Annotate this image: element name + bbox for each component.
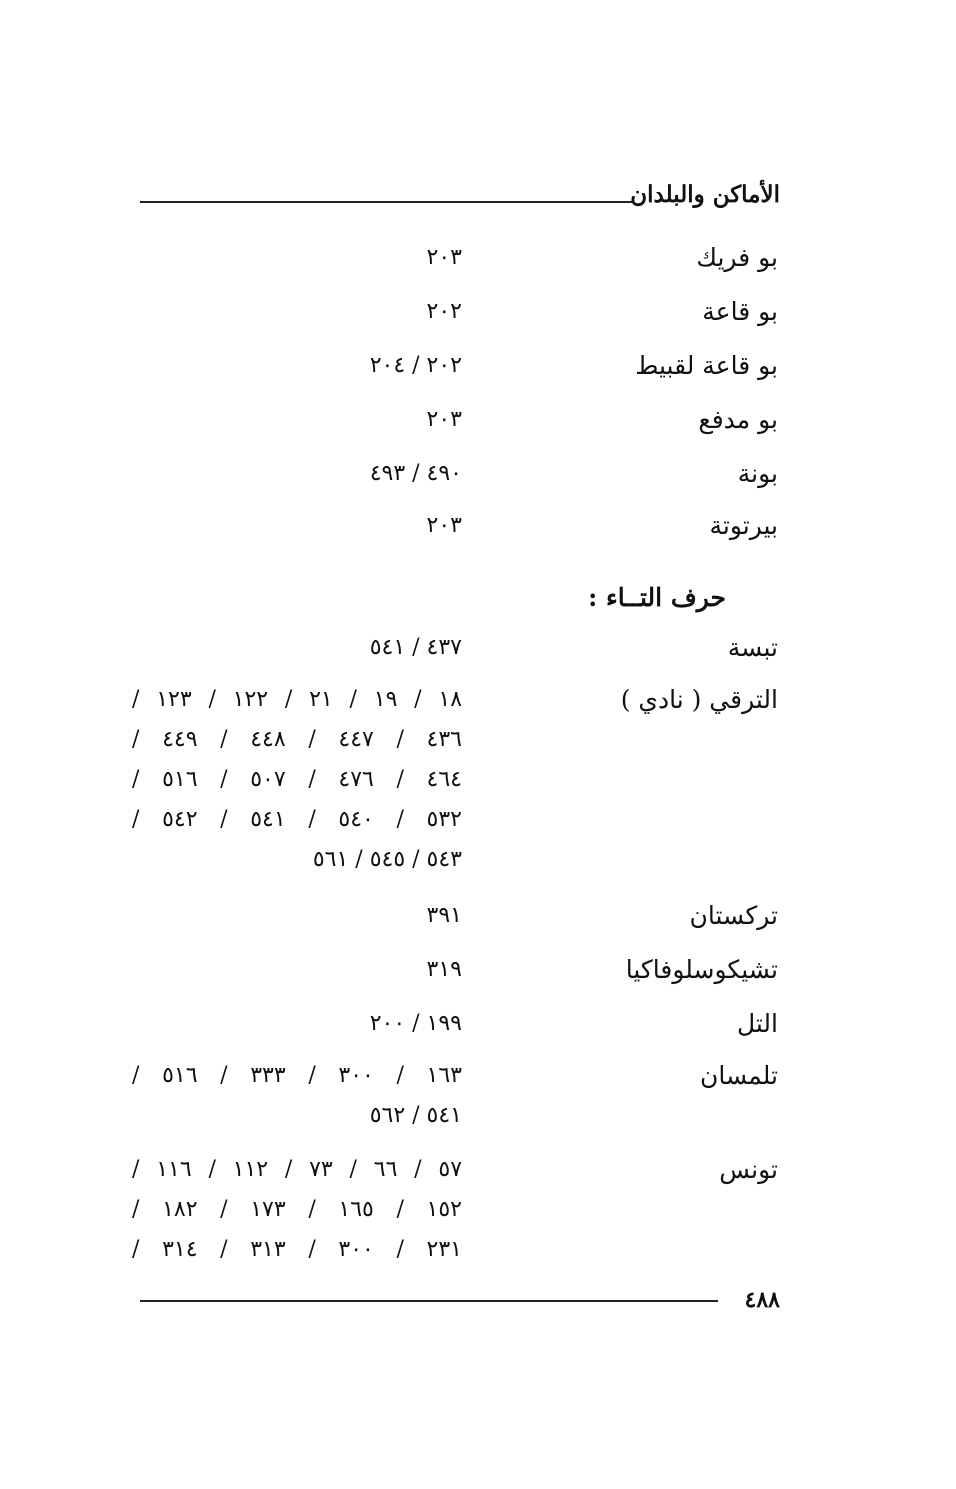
- entry-pages: ٢٠٢: [426, 299, 462, 324]
- entry-pages: ٢٠٣: [426, 245, 462, 270]
- section-heading: حرف التــاء :: [588, 583, 726, 612]
- footer-rule: [140, 1300, 718, 1302]
- page-number: ٤٨٨: [744, 1287, 780, 1313]
- page-title: الأماكن والبلدان: [630, 181, 780, 208]
- entry-pages: ٣٩١: [426, 903, 462, 928]
- entry-pages: ٤٩٠ / ٤٩٣: [369, 461, 462, 486]
- pages-line: ٥٤٣ / ٥٤٥ / ٥٦١: [312, 847, 462, 872]
- entry-pages: ١٩٩ / ٢٠٠: [369, 1011, 462, 1036]
- entry-pages: [132, 680, 462, 880]
- entry-pages: ٢٠٣: [426, 407, 462, 432]
- entry-pages: ٤٣٧ / ٥٤١: [369, 635, 462, 660]
- entry-pages: ٣١٩: [426, 957, 462, 982]
- entry-term: بو قاعة: [702, 297, 778, 326]
- entry-term: الترقي ( نادي ): [620, 685, 778, 714]
- entry-pages: ٢٠٣: [426, 513, 462, 538]
- pages-line: ٥٧ / ٦٦ / ٧٣ / ١١٢ / ١١٦ /: [132, 1157, 463, 1182]
- entry-term: تشيكوسلوفاكيا: [625, 955, 778, 984]
- pages-line: ١٥٢ / ١٦٥ / ١٧٣ / ١٨٢ /: [132, 1197, 462, 1222]
- pages-line: ١٦٣ / ٣٠٠ / ٣٣٣ / ٥١٦ /: [132, 1063, 462, 1088]
- pages-line: ٥٤١ / ٥٦٢: [369, 1103, 462, 1128]
- running-header: [140, 178, 780, 218]
- entry-pages: [132, 1150, 462, 1270]
- header-rule: [140, 201, 632, 203]
- entry-pages: [132, 1056, 462, 1136]
- entry-term: بو قاعة لقبيط: [635, 351, 778, 380]
- page-footer: [140, 1284, 780, 1320]
- entry-term: بو مدفع: [698, 405, 778, 434]
- entry-term: بونة: [737, 459, 778, 488]
- entry-term: التل: [736, 1009, 778, 1038]
- pages-line: ٥٣٢ / ٥٤٠ / ٥٤١ / ٥٤٢ /: [132, 807, 462, 832]
- entry-term: تونس: [719, 1155, 778, 1184]
- entry-term: تلمسان: [700, 1061, 778, 1090]
- entry-term: بو فريك: [696, 243, 778, 272]
- entry-term: تبسة: [727, 633, 778, 662]
- entry-pages: ٢٠٢ / ٢٠٤: [369, 353, 462, 378]
- entry-term: تركستان: [689, 901, 778, 930]
- entry-term: بيرتوتة: [709, 511, 778, 540]
- pages-line: ٤٦٤ / ٤٧٦ / ٥٠٧ / ٥١٦ /: [132, 767, 462, 792]
- pages-line: ١٨ / ١٩ / ٢١ / ١٢٢ / ١٢٣ /: [132, 687, 463, 712]
- pages-line: ٢٣١ / ٣٠٠ / ٣١٣ / ٣١٤ /: [132, 1237, 462, 1262]
- pages-line: ٤٣٦ / ٤٤٧ / ٤٤٨ / ٤٤٩ /: [132, 727, 462, 752]
